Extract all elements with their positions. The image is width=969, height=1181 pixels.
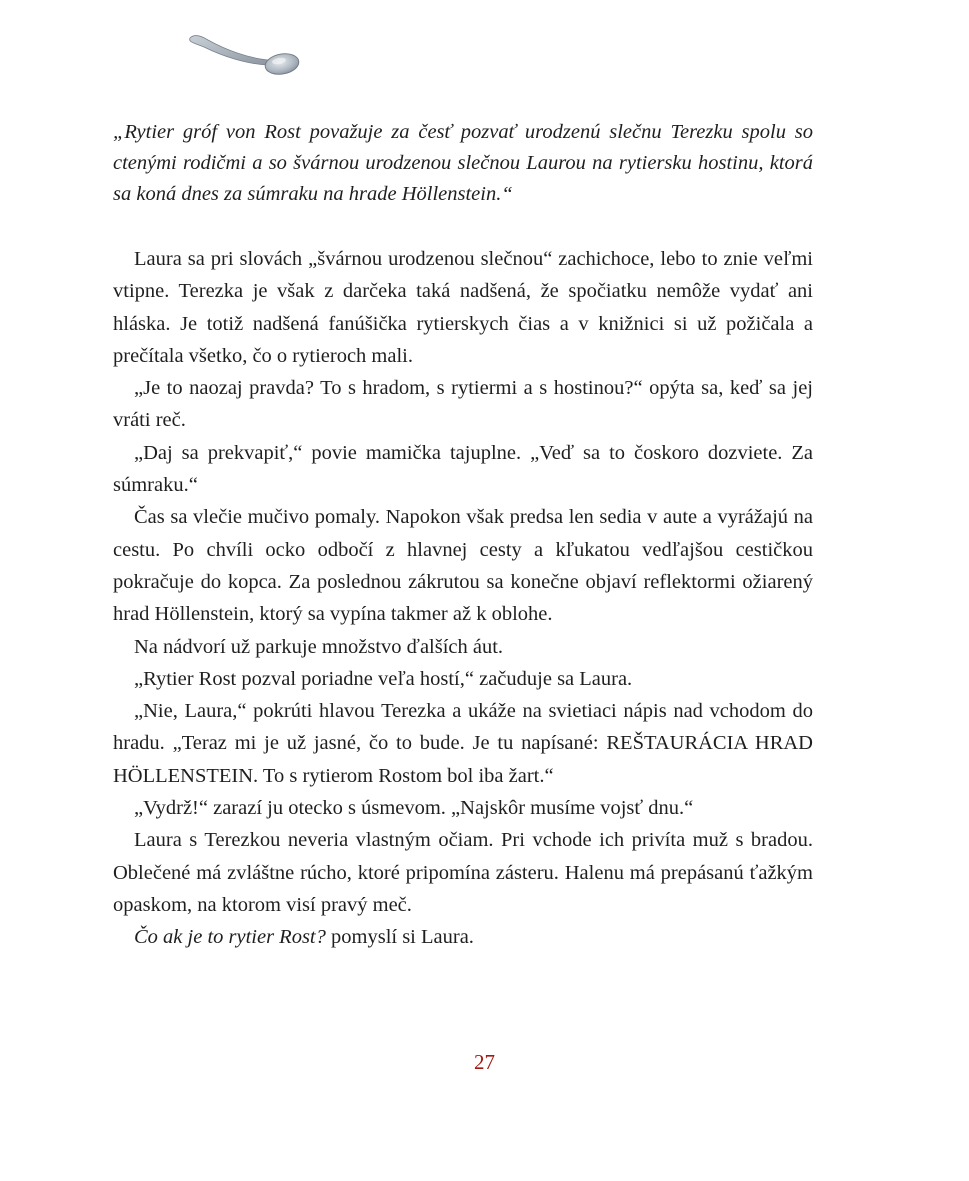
- paragraph: „Daj sa prekvapiť,“ povie mamička tajuplne. „Veď sa to čoskoro dozviete. Za súmraku.“: [113, 441, 813, 497]
- page-number: 27: [474, 1050, 495, 1074]
- paragraph: Na nádvorí už parkuje množstvo ďalších áut.: [134, 635, 504, 658]
- paragraph: Laura sa pri slovách „švárnou urodzenou slečnou“ zachichoce, lebo to znie veľmi vtipne. Terezka je však z darčeka taká nadšená, že spočiatku nemôže vydať ani hláska. Je totiž nadšená fanúšička rytierskych čias a v knižnici si už požičala a prečítala všetko, čo o rytieroch mali.: [113, 248, 813, 367]
- paragraph: „Nie, Laura,“ pokrúti hlavou Terezka a ukáže na svietiaci nápis nad vchodom do hradu. „Teraz mi je už jasné, čo to bude. Je tu napísané: REŠTAURÁCIA HRAD HÖLLENSTEIN. To s rytierom Rostom bol iba žart.“: [113, 700, 813, 787]
- invitation-text: „Rytier gróf von Rost považuje za česť pozvať urodzenú slečnu Terezku spolu so ctenými rodičmi a so švárnou urodzenou slečnou Laurou na rytiersku hostinu, ktorá sa koná dnes za súmraku na hrade Höllenstein.“: [113, 121, 813, 205]
- paragraph: „Vydrž!“ zarazí ju otecko s úsmevom. „Najskôr musíme vojsť dnu.“: [134, 797, 694, 820]
- paragraph: „Rytier Rost pozval poriadne veľa hostí,“ začuduje sa Laura.: [134, 667, 633, 690]
- thought-italic: Čo ak je to rytier Rost?: [134, 926, 326, 949]
- paragraph: Čas sa vlečie mučivo pomaly. Napokon však predsa len sedia v aute a vyrážajú na cestu. Po chvíli ocko odbočí z hlavnej cesty a kľukatou vedľajšou cestičkou pokračuje do kopca. Za poslednou zákrutou sa konečne objaví reflektormi ožiarený hrad Höllenstein, ktorý sa vypína takmer až k oblohe.: [113, 506, 813, 626]
- thought-rest: pomyslí si Laura.: [325, 926, 474, 949]
- spoon-icon: [186, 32, 302, 78]
- paragraph: „Je to naozaj pravda? To s hradom, s rytiermi a s hostinou?“ opýta sa, keď sa jej vráti reč.: [113, 377, 813, 432]
- paragraph: Laura s Terezkou neveria vlastným očiam. Pri vchode ich privíta muž s bradou. Oblečené má zvláštne rúcho, ktoré pripomína zásteru. Halenu má prepásanú ťažkým opaskom, na ktorom visí pravý meč.: [113, 829, 813, 916]
- story-body: [113, 243, 813, 954]
- last-paragraph: [113, 921, 813, 953]
